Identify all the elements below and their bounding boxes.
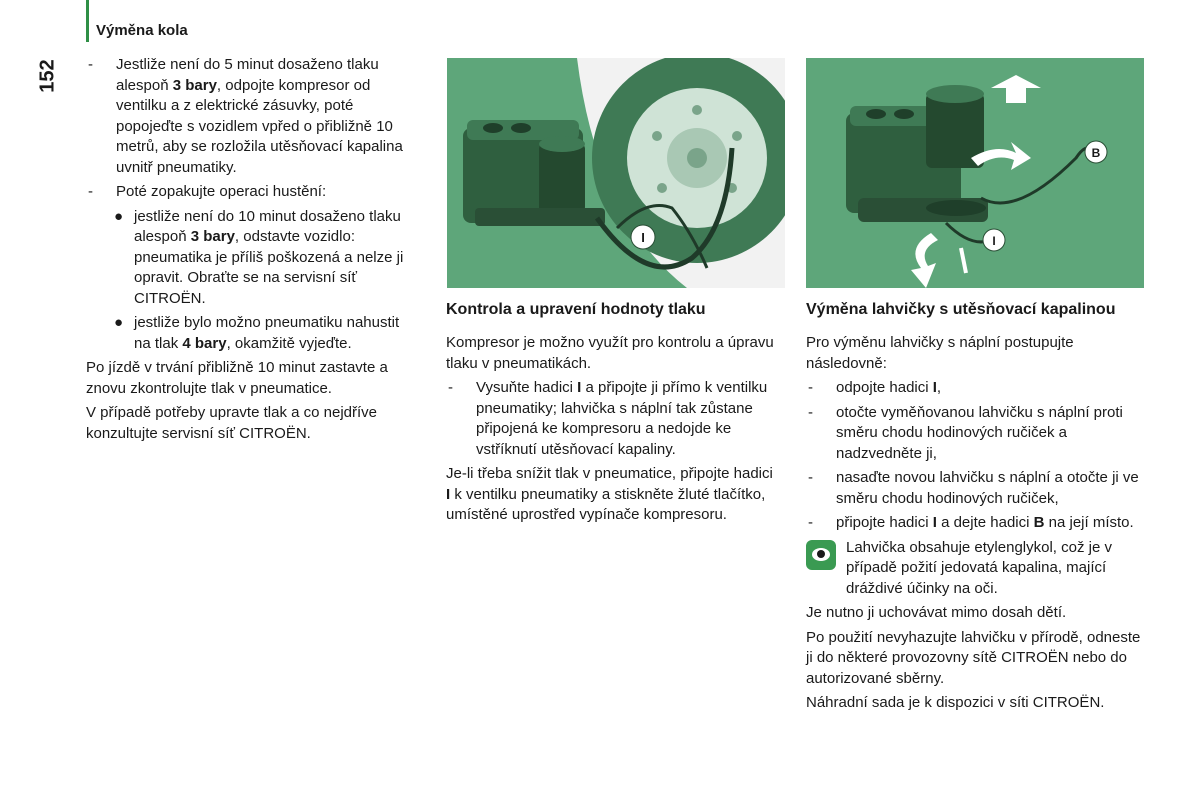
paragraph: Kompresor je možno využít pro kontrolu a úpravu tlaku v pneumatikách. [446,334,774,372]
column-left [86,55,416,448]
list-dash: - [808,469,813,486]
sub-item-bold: 4 bary [182,334,227,352]
list-item-text: otočte vyměňovanou lahvičku s náplní proti směru chodu hodinových ručiček a nadzvedněte ji, [836,403,1123,462]
warning-note [806,538,1151,600]
list-item-text: připojte hadici [836,514,933,531]
sub-item-text: jestliže bylo možno pneumatiku nahustit na tlak [134,314,400,352]
paragraph-text: k ventilku pneumatiky a stiskněte žluté tlačítko, umístěné uprostřed vypínače kompresoru. [446,485,766,523]
paragraph [446,464,776,526]
list-dash: - [808,514,813,531]
bottle-replacement-illustration [806,58,1144,288]
sub-item-text: , okamžitě vyjeďte. [226,334,352,352]
list-dash: - [88,183,93,200]
sub-item-text: , odstavte vozidlo: pneumatika je příliš poškozená a nelze ji opravit. Obraťte se na servisní síť CITROËN. [134,228,404,307]
paragraph: Po použití nevyhazujte lahvičku v přírodě, odneste ji do některé provozovny sítě CITROËN nebo do autorizované sběrny. [806,628,1141,687]
list-item [446,378,776,460]
list-item-text: Jestliže není do 5 minut dosaženo tlaku alespoň [116,56,379,94]
compressor-wheel-illustration [447,58,785,288]
paragraph: Je nutno ji uchovávat mimo dosah dětí. [806,604,1067,621]
figure-label-i: I [992,234,996,248]
list-dash: - [808,379,813,396]
list-item-bold: I [932,379,937,396]
paragraph-bold: I [446,485,451,503]
warning-text: Lahvička obsahuje etylenglykol, což je v případě požití jedovatá kapalina, mající dráždivé účinky na oči. [846,538,1112,597]
column-middle [446,301,776,530]
section-title: Výměna kola [96,22,188,39]
list-item-text: odpojte hadici [836,379,933,396]
list-item-text: a připojte ji přímo k ventilku pneumatiky; lahvička s náplní tak zůstane připojená ke kompresoru a nedojde ke vstříknutí utěsňovací kapaliny. [476,379,768,458]
page-number [30,58,66,94]
list-item-bold: I [577,379,582,396]
list-item-text: Poté zopakujte operaci hustění: [116,183,327,200]
sub-list-item [86,313,416,354]
header-accent-bar [86,0,89,42]
list-item-text: , odpojte kompresor od ventilku a z elektrické zásuvky, poté popojeďte s vozidlem vpřed o přibližně 10 metrů, aby se rozložila utěsňovací kapalina uvnitř pneumatiky. [116,76,403,176]
list-dash: - [448,379,453,396]
page-number-text: 152 [36,59,59,93]
sub-item-text: jestliže není do 10 minut dosaženo tlaku alespoň [134,207,401,245]
list-item-text: a dejte hadici [936,514,1034,531]
eye-icon [806,540,836,570]
list-dash: - [808,403,813,421]
figure-label-i: I [641,230,645,245]
list-item [806,468,1151,509]
sub-list-item [86,207,416,310]
figure-compressor-wheel [447,58,785,288]
list-item-text: nasaďte novou lahvičku s náplní a otočte ji ve směru chodu hodinových ručiček, [836,469,1139,507]
sub-item-bold: 3 bary [190,228,235,245]
list-item-bold: I [932,514,937,531]
paragraph: Pro výměnu lahvičky s náplní postupujte následovně: [806,334,1074,372]
list-item-text: na její místo. [1044,514,1134,531]
bullet-dot: ● [114,207,124,225]
bullet-dot: ● [114,314,124,331]
list-dash: - [88,56,93,73]
paragraph: Náhradní sada je k dispozici v síti CITROËN. [806,694,1105,711]
figure-bottle-replacement [806,58,1144,288]
column-right [806,301,1151,718]
list-item-text: , [936,379,942,396]
section-heading: Výměna lahvičky s utěsňovací kapalinou [806,301,1116,318]
paragraph: V případě potřeby upravte tlak a co nejdříve konzultujte servisní síť CITROËN. [86,404,378,442]
paragraph-text: Je-li třeba snížit tlak v pneumatice, připojte hadici [446,465,773,482]
list-item [86,182,416,203]
list-item-bold: 3 bary [172,76,217,94]
list-item [806,403,1151,465]
list-item-bold: B [1033,514,1045,531]
list-item [86,55,416,178]
section-heading: Kontrola a upravení hodnoty tlaku [446,301,706,318]
list-item [806,513,1151,534]
list-item-text: Vysuňte hadici [476,379,578,396]
figure-label-b: B [1091,146,1101,160]
paragraph: Po jízdě v trvání přibližně 10 minut zastavte a znovu zkontrolujte tlak v pneumatice. [86,359,388,397]
list-item [806,378,1151,399]
